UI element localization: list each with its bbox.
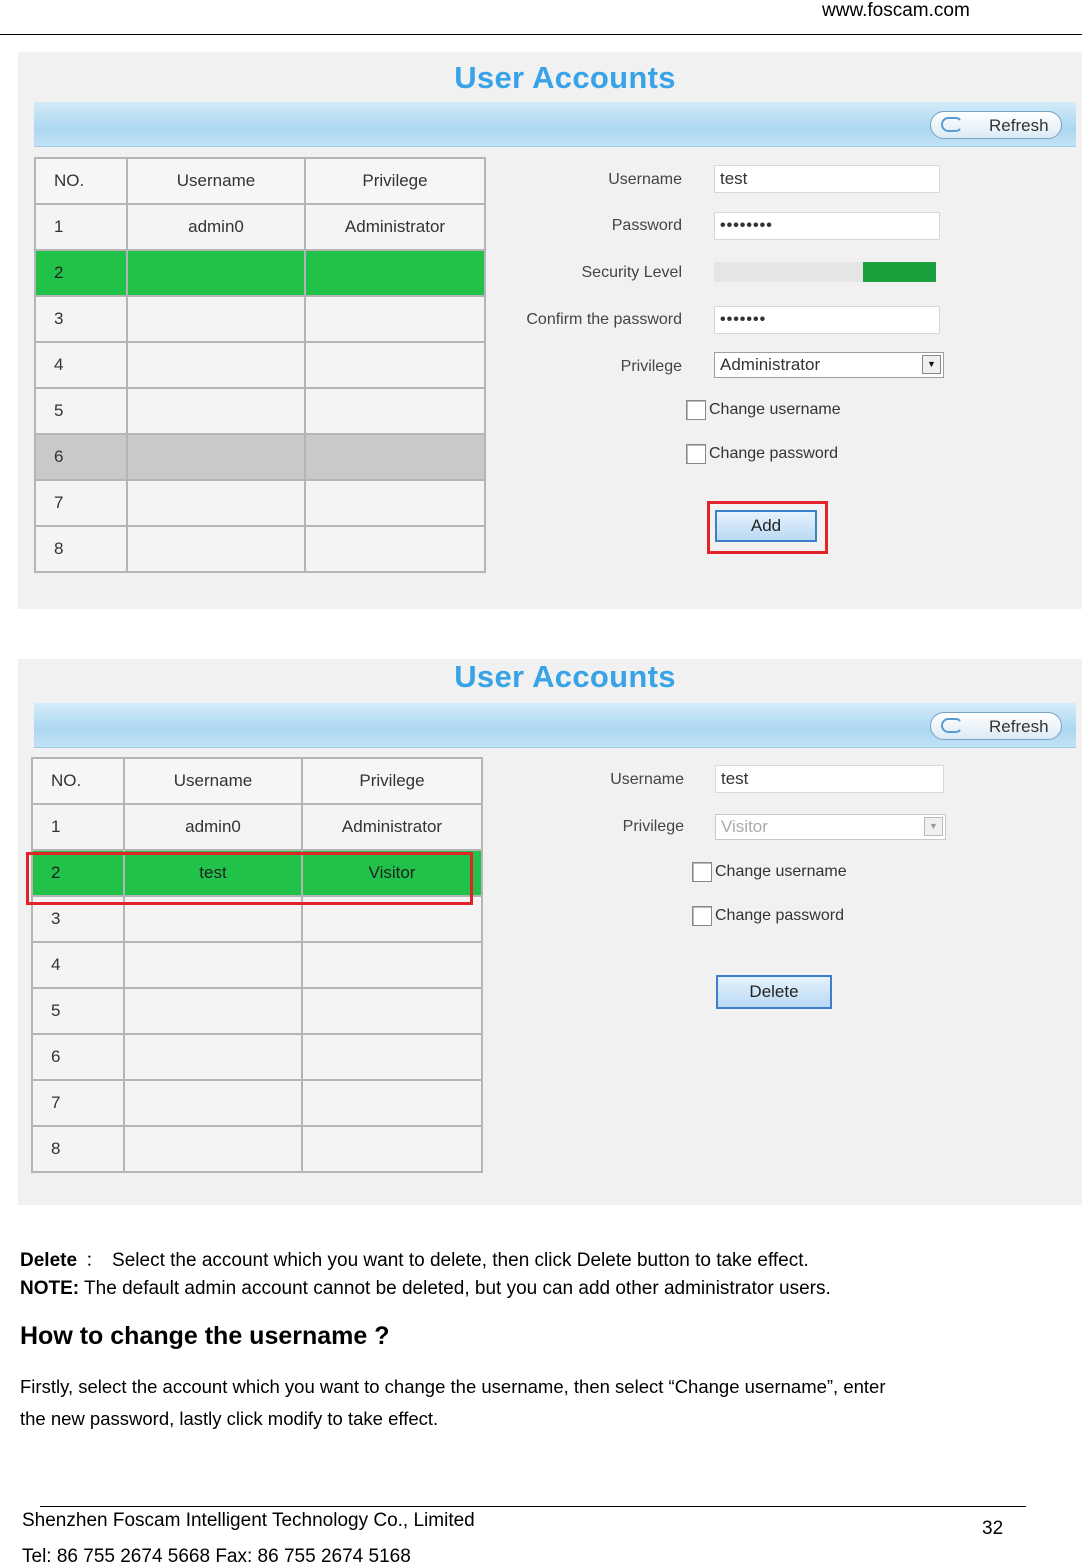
cell-privilege: Visitor	[302, 850, 482, 896]
privilege-label: Privilege	[620, 358, 682, 375]
cell-username	[124, 1034, 302, 1080]
cell-no: 3	[32, 896, 124, 942]
table-row[interactable]	[32, 1034, 482, 1080]
table-row[interactable]	[32, 1126, 482, 1172]
refresh-icon	[941, 718, 963, 733]
username-label: Username	[608, 171, 682, 188]
checkbox-icon[interactable]	[686, 444, 706, 464]
cell-privilege	[302, 1080, 482, 1126]
cell-no: 7	[32, 1080, 124, 1126]
cell-username	[127, 434, 305, 480]
cell-privilege	[302, 942, 482, 988]
change-username-checkbox[interactable]	[692, 862, 847, 882]
security-level-label: Security Level	[581, 264, 682, 281]
cell-privilege: Administrator	[305, 204, 485, 250]
delete-text: Select the account which you want to delete, then click Delete button to take effect.	[112, 1250, 809, 1271]
cell-privilege	[305, 480, 485, 526]
page-title: User Accounts	[454, 60, 676, 95]
footer-contact: Tel: 86 755 2674 5668 Fax: 86 755 2674 5168	[22, 1546, 411, 1567]
privilege-value: Administrator	[720, 355, 821, 374]
cell-no: 4	[32, 942, 124, 988]
note-text: The default admin account cannot be deleted, but you can add other administrator users.	[79, 1278, 831, 1299]
change-password-label: Change password	[715, 907, 844, 925]
section-heading: How to change the username ?	[20, 1322, 390, 1350]
delete-term: Delete	[20, 1250, 78, 1271]
username-input[interactable]: test	[715, 765, 944, 793]
change-username-label: Change username	[709, 401, 841, 419]
table-row[interactable]	[32, 1080, 482, 1126]
change-password-checkbox[interactable]	[686, 444, 838, 464]
security-level-fill	[863, 262, 936, 282]
cell-privilege	[305, 342, 485, 388]
table-row[interactable]	[35, 480, 485, 526]
cell-privilege	[305, 388, 485, 434]
checkbox-icon[interactable]	[692, 862, 712, 882]
table-header	[32, 758, 482, 804]
screenshot-delete-user	[18, 659, 1082, 1205]
change-username-label: Change username	[715, 863, 847, 881]
cell-privilege	[302, 1034, 482, 1080]
column-no: NO.	[35, 158, 127, 204]
dropdown-arrow-icon: ▼	[924, 817, 943, 836]
body-line-1: Firstly, select the account which you want to change the username, then select “Change username”, enter	[20, 1376, 886, 1397]
cell-username	[127, 526, 305, 572]
cell-username	[124, 988, 302, 1034]
user-table	[34, 157, 486, 573]
privilege-select[interactable]	[714, 352, 944, 378]
column-username: Username	[124, 758, 302, 804]
cell-no: 8	[32, 1126, 124, 1172]
refresh-button[interactable]	[930, 111, 1062, 139]
change-password-label: Change password	[709, 445, 838, 463]
cell-username	[124, 942, 302, 988]
table-row-selected[interactable]	[35, 250, 485, 296]
table-row[interactable]	[35, 342, 485, 388]
cell-privilege	[302, 988, 482, 1034]
delete-button[interactable]: Delete	[716, 975, 832, 1009]
password-label: Password	[611, 217, 682, 234]
highlight-box	[26, 852, 473, 905]
refresh-icon	[941, 117, 963, 132]
note-paragraph	[20, 1278, 831, 1300]
cell-no: 2	[35, 250, 127, 296]
cell-no: 2	[32, 850, 124, 896]
table-row[interactable]	[35, 526, 485, 572]
password-input[interactable]: ••••••••	[714, 212, 940, 240]
cell-privilege	[302, 1126, 482, 1172]
cell-username	[127, 480, 305, 526]
cell-username: admin0	[127, 204, 305, 250]
table-row[interactable]	[32, 804, 482, 850]
page-title: User Accounts	[454, 659, 676, 694]
footer-divider	[40, 1506, 1026, 1507]
refresh-button[interactable]	[930, 712, 1062, 740]
delete-separator: ：	[85, 1250, 105, 1271]
body-line-2: the new password, lastly click modify to take effect.	[20, 1408, 439, 1429]
cell-username	[127, 388, 305, 434]
column-privilege: Privilege	[305, 158, 485, 204]
cell-no: 1	[35, 204, 127, 250]
cell-privilege	[305, 526, 485, 572]
checkbox-icon[interactable]	[692, 906, 712, 926]
cell-privilege	[305, 250, 485, 296]
confirm-password-input[interactable]: •••••••	[714, 306, 940, 334]
confirm-password-label: Confirm the password	[526, 311, 682, 328]
user-table	[31, 757, 483, 1173]
cell-username	[127, 296, 305, 342]
refresh-label: Refresh	[989, 717, 1049, 736]
cell-privilege: Administrator	[302, 804, 482, 850]
table-row[interactable]	[35, 296, 485, 342]
delete-description	[20, 1245, 809, 1272]
privilege-label: Privilege	[622, 818, 684, 835]
toolbar	[34, 102, 1076, 147]
screenshot-add-user	[18, 52, 1082, 609]
cell-no: 4	[35, 342, 127, 388]
table-row-hover[interactable]	[35, 434, 485, 480]
column-username: Username	[127, 158, 305, 204]
cell-privilege	[305, 296, 485, 342]
change-username-checkbox[interactable]	[686, 400, 841, 420]
footer-company: Shenzhen Foscam Intelligent Technology Co., Limited	[22, 1510, 475, 1531]
cell-username	[127, 250, 305, 296]
privilege-value: Visitor	[721, 817, 768, 836]
cell-username: test	[124, 850, 302, 896]
cell-no: 5	[35, 388, 127, 434]
cell-no: 7	[35, 480, 127, 526]
note-term: NOTE:	[20, 1278, 80, 1299]
cell-no: 6	[35, 434, 127, 480]
site-url: www.foscam.com	[822, 0, 970, 21]
cell-no: 3	[35, 296, 127, 342]
refresh-label: Refresh	[989, 116, 1049, 135]
cell-no: 1	[32, 804, 124, 850]
table-row[interactable]	[35, 388, 485, 434]
table-row[interactable]	[35, 204, 485, 250]
cell-no: 5	[32, 988, 124, 1034]
table-row[interactable]	[32, 988, 482, 1034]
cell-no: 8	[35, 526, 127, 572]
table-row[interactable]	[32, 942, 482, 988]
change-password-checkbox[interactable]	[692, 906, 844, 926]
dropdown-arrow-icon[interactable]: ▼	[922, 355, 941, 374]
header-divider	[0, 34, 1082, 35]
add-button[interactable]: Add	[715, 510, 817, 542]
cell-username: admin0	[124, 804, 302, 850]
cell-privilege	[305, 434, 485, 480]
column-privilege: Privilege	[302, 758, 482, 804]
page-number: 32	[982, 1518, 1004, 1539]
toolbar	[34, 703, 1076, 748]
cell-username	[124, 1080, 302, 1126]
username-input[interactable]: test	[714, 165, 940, 193]
column-no: NO.	[32, 758, 124, 804]
checkbox-icon[interactable]	[686, 400, 706, 420]
cell-username	[127, 342, 305, 388]
security-level-meter	[714, 262, 936, 282]
privilege-select	[715, 814, 946, 840]
table-header	[35, 158, 485, 204]
cell-username	[124, 1126, 302, 1172]
cell-no: 6	[32, 1034, 124, 1080]
username-label: Username	[610, 771, 684, 788]
